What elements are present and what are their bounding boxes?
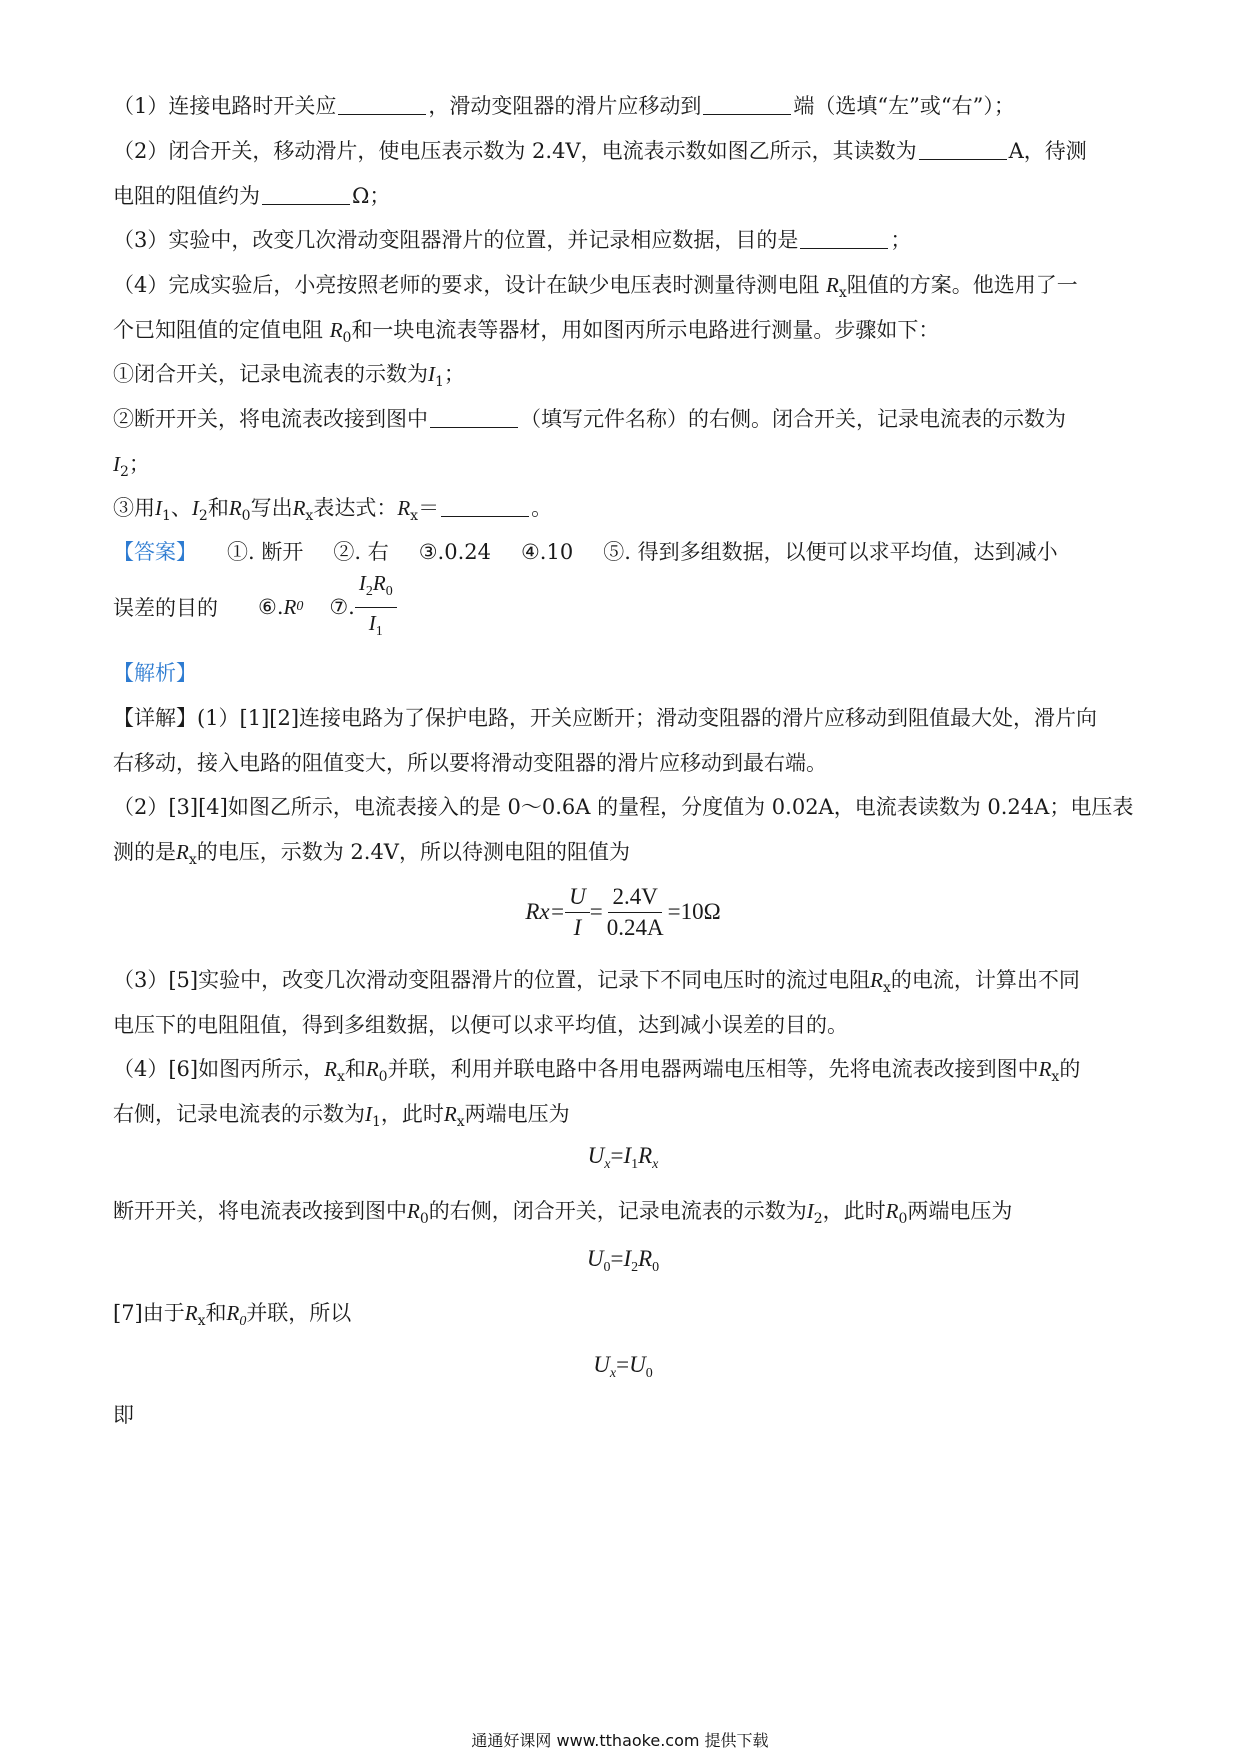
question-3	[113, 225, 911, 255]
analysis-p2-cont	[113, 837, 630, 867]
subscript: x	[652, 1157, 659, 1172]
text: （1）连接电路时开关应	[113, 94, 337, 118]
text: （4）完成实验后，小亮按照老师的要求，设计在缺少电压表时测量待测电阻	[113, 273, 820, 297]
subscript: 0	[239, 1314, 247, 1329]
text: 阻值的方案。他选用了一	[846, 273, 1078, 297]
symbol: R	[1038, 1057, 1052, 1081]
symbol: R	[885, 1199, 899, 1223]
page-footer: 通通好课网 www.tthaoke.com 提供下载	[471, 1731, 769, 1750]
analysis-p5	[113, 1196, 1012, 1226]
answer-item: ②. 右	[333, 540, 389, 564]
subscript: 2	[198, 508, 208, 524]
symbol: R	[443, 1102, 457, 1126]
text: （2）闭合开关，移动滑片，使电压表示数为 2.4V，电流表示数如图乙所示，其读数为	[113, 139, 917, 163]
text: 和	[207, 496, 229, 520]
symbol: R	[870, 968, 883, 992]
answer-blank	[338, 94, 426, 115]
text: 的电流，计算出不同	[890, 968, 1080, 992]
symbol: U	[587, 1143, 605, 1168]
text: 两端电压为	[907, 1199, 1013, 1223]
answer-item: ①. 断开	[227, 540, 304, 564]
symbol: R	[365, 1057, 379, 1081]
subscript: 2	[631, 1260, 639, 1275]
subscript: x	[456, 1114, 465, 1130]
symbol: R	[372, 570, 386, 595]
subscript: 0	[296, 599, 304, 614]
analysis-label: 【解析】	[113, 661, 197, 685]
symbol: I	[428, 362, 435, 386]
symbol: I	[623, 1246, 632, 1271]
symbol: R	[324, 1057, 337, 1081]
symbol: I	[365, 1102, 372, 1126]
text: 和一块电流表等器材，用如图丙所示电路进行测量。步骤如下：	[351, 318, 940, 342]
subscript: 1	[162, 508, 171, 524]
analysis-p6	[113, 1298, 351, 1328]
symbol: U	[593, 1352, 610, 1377]
analysis-p2	[113, 792, 1133, 822]
text: 断开开关，将电流表改接到图中	[113, 1199, 407, 1223]
subscript: 0	[645, 1366, 653, 1381]
result: =10Ω	[667, 899, 721, 924]
subscript: x	[609, 1366, 617, 1381]
subscript: 0	[342, 330, 352, 346]
subscript: x	[838, 285, 847, 301]
step-2	[113, 404, 1066, 434]
symbol: R	[226, 1301, 240, 1325]
text: ③用	[113, 496, 155, 520]
text: 、	[170, 496, 192, 520]
text: ，此时	[380, 1102, 444, 1126]
analysis-p1	[113, 703, 1097, 733]
formula-ux-u0	[113, 1352, 1133, 1382]
symbol: R	[184, 1301, 198, 1325]
subscript: x	[336, 1069, 345, 1085]
analysis-p3-cont	[113, 1010, 848, 1040]
text: 的右侧，闭合开关，记录电流表的示数为	[428, 1199, 807, 1223]
step-2-cont: $I_2$；	[113, 452, 150, 480]
fraction-values	[603, 884, 668, 941]
symbol: I	[623, 1143, 632, 1168]
text: 端（选填“左”或“右”）；	[793, 94, 1015, 118]
subscript: x	[305, 508, 314, 524]
text: 。	[531, 496, 553, 520]
answer-blank	[262, 184, 350, 205]
answer-item: ⑥.	[258, 595, 284, 619]
subscript: x	[604, 1157, 611, 1172]
subscript: 0	[241, 508, 251, 524]
subscript: 1	[631, 1157, 639, 1172]
symbol: R	[397, 496, 411, 520]
subscript: 0	[652, 1260, 660, 1275]
text: 表达式：	[313, 496, 398, 520]
answer-item: ⑤. 得到多组数据，以便可以求平均值，达到减小	[603, 540, 1058, 564]
fraction-u-over-i	[565, 884, 590, 941]
subscript: 0	[419, 1211, 429, 1227]
symbol: R	[292, 496, 306, 520]
subscript: x	[882, 980, 891, 996]
question-1	[113, 91, 1015, 121]
text: 两端电压为	[464, 1102, 570, 1126]
symbol: R	[329, 318, 343, 342]
formula-resistance	[113, 877, 1133, 947]
answer-line-cont	[113, 570, 397, 639]
text: A，待测	[1008, 139, 1087, 163]
analysis-p4-cont	[113, 1099, 570, 1129]
text: [7]由于	[113, 1301, 185, 1325]
text: 即	[113, 1403, 134, 1427]
subscript: x	[1051, 1069, 1060, 1085]
answer-blank	[703, 94, 791, 115]
answer-line	[113, 537, 1058, 567]
answer-fraction	[355, 570, 397, 645]
formula-u0	[113, 1246, 1133, 1276]
text: 右移动，接入电路的阻值变大，所以要将滑动变阻器的滑片应移动到最右端。	[113, 751, 827, 775]
equals: =	[616, 1352, 630, 1377]
question-2	[113, 136, 1087, 166]
question-2-cont	[113, 181, 390, 211]
text: ＝	[418, 496, 440, 520]
equals: =	[610, 1143, 624, 1168]
symbol: R	[176, 840, 189, 864]
text: ；	[890, 228, 912, 252]
symbol: U	[586, 1246, 604, 1271]
text: 并联，所以	[246, 1301, 352, 1325]
numerator: U	[565, 884, 590, 913]
subscript: 1	[375, 623, 383, 639]
symbol: R	[228, 496, 242, 520]
text: （2）[3][4]如图乙所示，电流表接入的是 0～0.6A 的量程，分度值为 0.02A，电流表读数为 0.24A；电压表	[113, 795, 1134, 819]
subscript: 0	[898, 1211, 908, 1227]
answer-blank	[800, 228, 888, 249]
text: ②断开开关，将电流表改接到图中	[113, 407, 428, 431]
equals: =	[610, 1246, 624, 1271]
symbol: I	[155, 496, 162, 520]
symbol: R	[638, 1143, 653, 1168]
denominator: 0.24A	[606, 914, 664, 940]
text: （填写元件名称）的右侧。闭合开关，记录电流表的示数为	[520, 407, 1066, 431]
text: ，滑动变阻器的滑片应移动到	[428, 94, 702, 118]
subscript: 0	[603, 1260, 611, 1275]
denominator: I	[573, 914, 582, 940]
answer-blank	[919, 139, 1007, 160]
subscript: 1	[372, 1114, 381, 1130]
subscript: 0	[385, 583, 393, 599]
text: ，此时	[822, 1199, 886, 1223]
analysis-p7	[113, 1400, 134, 1430]
text: 【详解】(1）[1][2]连接电路为了保护电路，开关应断开；滑动变阻器的滑片应移动到阻值最大处，滑片向	[113, 706, 1098, 730]
symbol: U	[629, 1352, 646, 1377]
formula-ux	[113, 1143, 1133, 1173]
question-4-cont	[113, 315, 939, 345]
text: 和	[205, 1301, 227, 1325]
text: 并联，利用并联电路中各用电器两端电压相等，先将电流表改接到图中	[387, 1057, 1039, 1081]
text: 右侧，记录电流表的示数为	[113, 1102, 365, 1126]
answer-item: 误差的目的	[113, 596, 218, 620]
step-1: ①闭合开关，记录电流表的示数为$I_1$；	[113, 362, 465, 390]
analysis-p3	[113, 965, 1080, 995]
analysis-p1-cont	[113, 748, 827, 778]
text: 个已知阻值的定值电阻	[113, 318, 323, 342]
text: （4）[6]如图丙所示，	[113, 1057, 325, 1081]
text: 写出	[250, 496, 293, 520]
numerator: 2.4V	[608, 884, 661, 913]
symbol: I	[358, 570, 366, 595]
text: Ω；	[352, 184, 391, 208]
answer-label: 【答案】	[113, 540, 197, 564]
text: （3）实验中，改变几次滑动变阻器滑片的位置，并记录相应数据，目的是	[113, 228, 799, 252]
subscript: 2	[365, 583, 373, 599]
text: （3）[5]实验中，改变几次滑动变阻器滑片的位置，记录下不同电压时的流过电阻	[113, 968, 871, 992]
text: 的	[1059, 1057, 1081, 1081]
symbol: R	[283, 594, 297, 619]
subscript: 2	[120, 464, 129, 480]
subscript: 1	[435, 374, 444, 390]
answer-item: ③.0.24	[418, 540, 491, 564]
text: ①闭合开关，记录电流表的示数为	[113, 362, 428, 386]
symbol: R	[407, 1199, 420, 1223]
equals: =	[589, 899, 603, 924]
text: 电压下的电阻阻值，得到多组数据，以便可以求平均值，达到减小误差的目的。	[113, 1013, 848, 1037]
subscript: 2	[813, 1211, 823, 1227]
text: 和	[344, 1057, 366, 1081]
symbol: R	[826, 273, 839, 297]
step-3	[113, 493, 552, 523]
symbol: I	[806, 1199, 814, 1223]
question-4	[113, 270, 1078, 300]
symbol: I	[113, 452, 120, 476]
text: 测的是	[113, 840, 176, 864]
subscript: 0	[378, 1069, 388, 1085]
formula-lhs: Rx=	[525, 899, 566, 924]
text: 电阻的阻值约为	[113, 184, 260, 208]
answer-item: ⑦.	[329, 595, 355, 619]
subscript: x	[410, 508, 419, 524]
subscript: x	[188, 852, 197, 868]
answer-blank	[430, 407, 518, 428]
symbol: R	[638, 1246, 653, 1271]
analysis-heading	[113, 658, 197, 688]
text: 的电压，示数为 2.4V，所以待测电阻的阻值为	[196, 840, 630, 864]
subscript: x	[197, 1313, 206, 1329]
symbol: I	[191, 496, 199, 520]
symbol: I	[368, 610, 376, 635]
analysis-p4	[113, 1054, 1080, 1084]
answer-blank	[441, 496, 529, 517]
answer-item: ④.10	[520, 540, 574, 564]
